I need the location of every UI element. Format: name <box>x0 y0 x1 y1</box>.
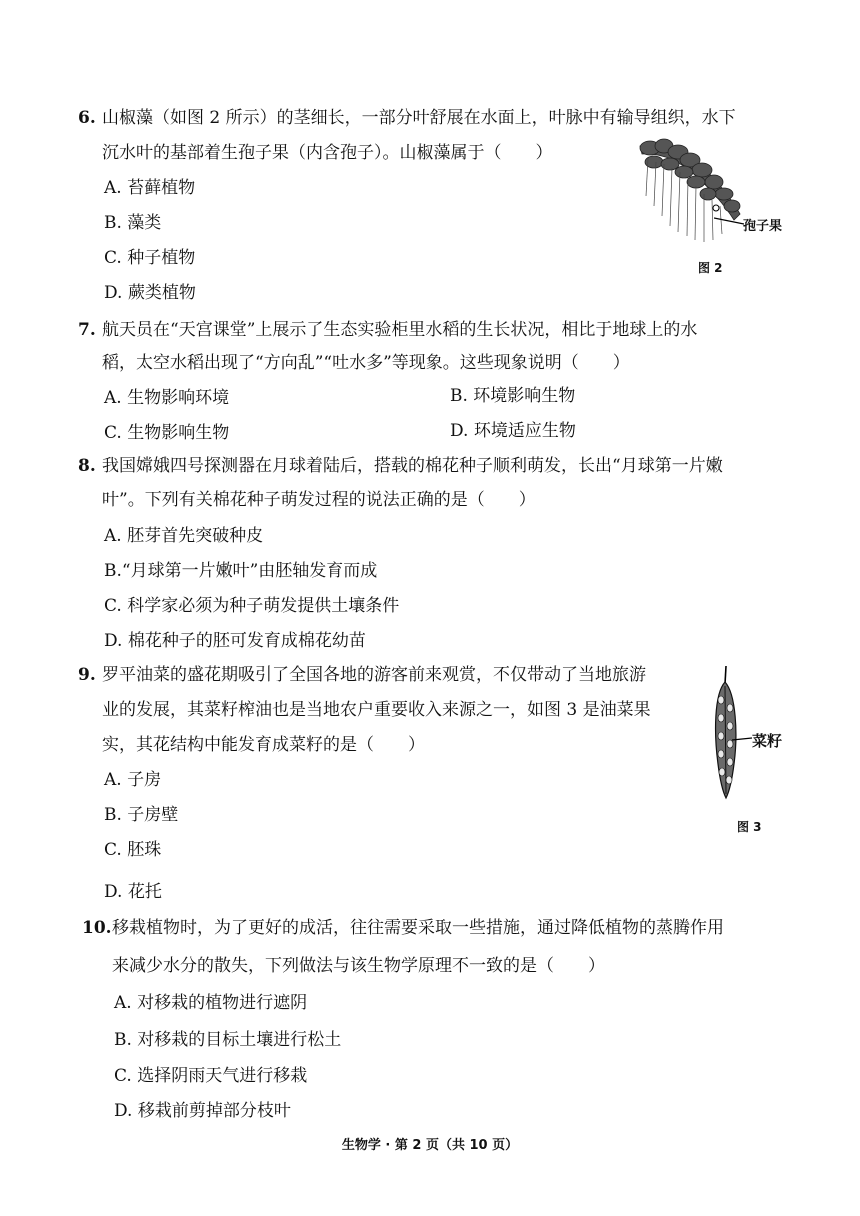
question-8-option-c: C. 科学家必须为种子萌发提供土壤条件 <box>104 596 400 616</box>
question-6-option-c: C. 种子植物 <box>104 248 196 268</box>
question-8-option-a: A. 胚芽首先突破种皮 <box>104 526 264 546</box>
question-7-stem-line-1: 航天员在“天宫课堂”上展示了生态实验柜里水稻的生长状况，相比于地球上的水 <box>102 320 698 340</box>
question-6-stem-line-2: 沉水叶的基部着生孢子果（内含孢子）。山椒藻属于（ ） <box>102 143 553 163</box>
question-7-option-c: C. 生物影响生物 <box>104 423 230 443</box>
question-9-option-c: C. 胚珠 <box>104 840 162 860</box>
question-8-stem-line-2: 叶”。下列有关棉花种子萌发过程的说法正确的是（ ） <box>102 490 536 510</box>
figure-2-salvinia-illustration <box>632 136 752 248</box>
figure-2-callout-label: 孢子果 <box>743 219 783 234</box>
question-9-option-b: B. 子房壁 <box>104 805 179 825</box>
question-10-stem-line-2: 来减少水分的散失，下列做法与该生物学原理不一致的是（ ） <box>112 956 605 976</box>
figure-2-callout-line <box>714 214 744 230</box>
question-6-option-a: A. 苔藓植物 <box>104 178 196 198</box>
question-10-option-d: D. 移栽前剪掉部分枝叶 <box>114 1101 291 1121</box>
figure-3-callout-label: 菜籽 <box>752 732 783 750</box>
question-6-option-d: D. 蕨类植物 <box>104 283 196 303</box>
question-8-option-b: B.“月球第一片嫩叶”由胚轴发育而成 <box>104 561 378 581</box>
question-9-option-a: A. 子房 <box>104 770 162 790</box>
question-8-number: 8. <box>78 456 96 476</box>
question-7-number: 7. <box>78 320 96 340</box>
question-10-option-a: A. 对移栽的植物进行遮阴 <box>114 993 308 1013</box>
question-9-stem-line-3: 实，其花结构中能发育成菜籽的是（ ） <box>102 735 425 755</box>
question-6-stem-line-1: 山椒藻（如图 2 所示）的茎细长，一部分叶舒展在水面上，叶脉中有输导组织，水下 <box>102 108 736 128</box>
question-9-number: 9. <box>78 665 96 685</box>
question-10-option-b: B. 对移栽的目标土壤进行松土 <box>114 1030 342 1050</box>
figure-2-caption: 图 2 <box>698 261 723 275</box>
question-7-option-d: D. 环境适应生物 <box>450 421 576 441</box>
question-7-stem-line-2: 稻，太空水稻出现了“方向乱”“吐水多”等现象。这些现象说明（ ） <box>102 353 630 373</box>
question-7-option-b: B. 环境影响生物 <box>450 386 576 406</box>
question-6-option-b: B. 藻类 <box>104 213 162 233</box>
question-10-number: 10. <box>82 918 112 938</box>
question-9-option-d: D. 花托 <box>104 882 162 902</box>
question-10-option-c: C. 选择阴雨天气进行移栽 <box>114 1066 308 1086</box>
question-9-stem-line-1: 罗平油菜的盛花期吸引了全国各地的游客前来观赏，不仅带动了当地旅游 <box>102 665 646 685</box>
figure-3-caption: 图 3 <box>737 820 762 834</box>
figure-3-rapeseed-pod-illustration <box>708 664 744 802</box>
figure-3-callout-line <box>732 734 752 744</box>
question-8-stem-line-1: 我国嫦娥四号探测器在月球着陆后，搭载的棉花种子顺利萌发，长出“月球第一片嫩 <box>102 456 723 476</box>
question-7-option-a: A. 生物影响环境 <box>104 388 230 408</box>
question-9-stem-line-2: 业的发展，其菜籽榨油也是当地农户重要收入来源之一，如图 3 是油菜果 <box>102 700 651 720</box>
question-10-stem-line-1: 移栽植物时，为了更好的成活，往往需要采取一些措施，通过降低植物的蒸腾作用 <box>112 918 724 938</box>
question-6-number: 6. <box>78 108 96 128</box>
page-footer: 生物学 · 第 2 页（共 10 页） <box>341 1138 519 1153</box>
question-8-option-d: D. 棉花种子的胚可发育成棉花幼苗 <box>104 631 366 651</box>
